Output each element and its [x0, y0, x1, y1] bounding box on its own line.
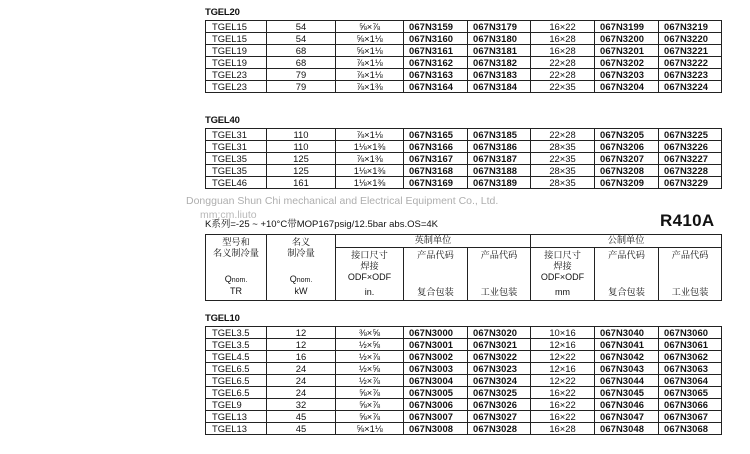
- cell-code-combo-imperial: 067N3161: [404, 45, 468, 57]
- cell-capacity-kw: 161: [267, 177, 336, 189]
- cell-code-combo-metric: 067N3045: [595, 387, 659, 399]
- condition-text: K系列=-25 ~ +10°C带MOP167psig/12.5bar abs.OS=4K: [205, 219, 438, 230]
- cell-code-industrial-metric: 067N3064: [659, 375, 722, 387]
- cell-code-combo-metric: 067N3207: [595, 153, 659, 165]
- cell-code-combo-metric: 067N3209: [595, 177, 659, 189]
- table-row: [206, 81, 722, 93]
- cell-capacity-kw: 24: [267, 387, 336, 399]
- table-tgel40: [205, 128, 722, 189]
- cell-capacity-kw: 68: [267, 45, 336, 57]
- cell-code-industrial-imperial: 067N3028: [468, 423, 531, 435]
- cell-connection-in: 1⅛×1⅜: [336, 177, 404, 189]
- cell-code-industrial-metric: 067N3224: [659, 81, 722, 93]
- cell-code-combo-imperial: 067N3167: [404, 153, 468, 165]
- cell-code-industrial-metric: 067N3229: [659, 177, 722, 189]
- cell-capacity-kw: 110: [267, 129, 336, 141]
- cell-connection-in: ⅝×⅞: [336, 387, 404, 399]
- cell-capacity-kw: 32: [267, 399, 336, 411]
- cell-model: TGEL13: [206, 423, 267, 435]
- cell-model: TGEL3.5: [206, 339, 267, 351]
- cell-code-industrial-imperial: 067N3186: [468, 141, 531, 153]
- cell-connection-mm: 10×16: [531, 327, 595, 339]
- table-row: [206, 375, 722, 387]
- cell-model: TGEL6.5: [206, 387, 267, 399]
- cell-code-combo-metric: 067N3043: [595, 363, 659, 375]
- header-code-combo-metric: 产品代码 复合包装: [595, 248, 659, 301]
- cell-code-industrial-imperial: 067N3181: [468, 45, 531, 57]
- section-title-tgel20: TGEL20: [205, 7, 240, 18]
- cell-code-industrial-imperial: 067N3020: [468, 327, 531, 339]
- cell-code-combo-imperial: 067N3165: [404, 129, 468, 141]
- header-code-combo-imperial: 产品代码 复合包装: [404, 248, 468, 301]
- cell-model: TGEL19: [206, 57, 267, 69]
- cell-connection-mm: 16×28: [531, 33, 595, 45]
- cell-code-combo-metric: 067N3042: [595, 351, 659, 363]
- cell-code-industrial-metric: 067N3063: [659, 363, 722, 375]
- cell-code-industrial-imperial: 067N3025: [468, 387, 531, 399]
- table-row: [206, 399, 722, 411]
- cell-code-combo-metric: 067N3202: [595, 57, 659, 69]
- cell-connection-in: ⅞×1⅛: [336, 129, 404, 141]
- cell-model: TGEL3.5: [206, 327, 267, 339]
- cell-code-combo-imperial: 067N3162: [404, 57, 468, 69]
- header-connection-imperial: 接口尺寸 焊接 ODF×ODF in.: [336, 248, 404, 301]
- cell-code-combo-metric: 067N3044: [595, 375, 659, 387]
- cell-connection-mm: 16×22: [531, 21, 595, 33]
- cell-code-industrial-imperial: 067N3189: [468, 177, 531, 189]
- table-row: [206, 57, 722, 69]
- cell-code-industrial-metric: 067N3068: [659, 423, 722, 435]
- table-row: [206, 423, 722, 435]
- cell-connection-in: ½×⅞: [336, 351, 404, 363]
- table-row: [206, 165, 722, 177]
- cell-connection-in: ⅝×⅞: [336, 21, 404, 33]
- cell-model: TGEL31: [206, 141, 267, 153]
- cell-code-combo-metric: 067N3047: [595, 411, 659, 423]
- table-row: [206, 363, 722, 375]
- table-row: [206, 153, 722, 165]
- cell-code-industrial-imperial: 067N3184: [468, 81, 531, 93]
- cell-code-combo-imperial: 067N3000: [404, 327, 468, 339]
- cell-code-combo-metric: 067N3208: [595, 165, 659, 177]
- cell-code-industrial-metric: 067N3225: [659, 129, 722, 141]
- cell-code-industrial-metric: 067N3066: [659, 399, 722, 411]
- cell-model: TGEL13: [206, 411, 267, 423]
- cell-capacity-kw: 79: [267, 81, 336, 93]
- cell-model: TGEL6.5: [206, 363, 267, 375]
- cell-connection-mm: 12×22: [531, 351, 595, 363]
- cell-capacity-kw: 68: [267, 57, 336, 69]
- section-title-tgel40: TGEL40: [205, 115, 240, 126]
- cell-connection-in: ⅞×1⅛: [336, 57, 404, 69]
- header-imperial: 英制单位: [336, 235, 531, 248]
- cell-connection-in: ½×⅞: [336, 375, 404, 387]
- cell-connection-in: ½×⅝: [336, 339, 404, 351]
- cell-code-industrial-metric: 067N3061: [659, 339, 722, 351]
- watermark: Dongguan Shun Chi mechanical and Electrical Equipment Co., Ltd.: [186, 195, 499, 207]
- cell-code-industrial-metric: 067N3227: [659, 153, 722, 165]
- table-tgel10: [205, 326, 722, 435]
- cell-code-industrial-imperial: 067N3188: [468, 165, 531, 177]
- cell-code-combo-imperial: 067N3160: [404, 33, 468, 45]
- cell-code-industrial-imperial: 067N3024: [468, 375, 531, 387]
- cell-connection-mm: 16×22: [531, 399, 595, 411]
- cell-code-combo-imperial: 067N3002: [404, 351, 468, 363]
- cell-model: TGEL23: [206, 69, 267, 81]
- cell-connection-in: ⅝×⅞: [336, 411, 404, 423]
- section-title-tgel10: TGEL10: [205, 313, 240, 324]
- cell-connection-mm: 22×35: [531, 153, 595, 165]
- cell-code-combo-imperial: 067N3168: [404, 165, 468, 177]
- cell-capacity-kw: 12: [267, 327, 336, 339]
- cell-code-combo-imperial: 067N3006: [404, 399, 468, 411]
- cell-connection-in: 1⅛×1⅜: [336, 165, 404, 177]
- cell-capacity-kw: 16: [267, 351, 336, 363]
- cell-code-combo-metric: 067N3200: [595, 33, 659, 45]
- table-row: [206, 129, 722, 141]
- cell-model: TGEL35: [206, 165, 267, 177]
- cell-model: TGEL31: [206, 129, 267, 141]
- cell-capacity-kw: 54: [267, 33, 336, 45]
- table-row: [206, 21, 722, 33]
- table-row: [206, 411, 722, 423]
- cell-code-industrial-metric: 067N3222: [659, 57, 722, 69]
- column-header-table: [205, 234, 722, 301]
- cell-model: TGEL19: [206, 45, 267, 57]
- cell-code-industrial-imperial: 067N3027: [468, 411, 531, 423]
- cell-connection-mm: 12×16: [531, 363, 595, 375]
- cell-code-industrial-metric: 067N3219: [659, 21, 722, 33]
- cell-model: TGEL46: [206, 177, 267, 189]
- cell-connection-in: 1⅛×1⅜: [336, 141, 404, 153]
- cell-model: TGEL6.5: [206, 375, 267, 387]
- cell-connection-in: ⅝×1⅛: [336, 33, 404, 45]
- cell-code-combo-imperial: 067N3003: [404, 363, 468, 375]
- cell-capacity-kw: 79: [267, 69, 336, 81]
- cell-code-combo-imperial: 067N3005: [404, 387, 468, 399]
- cell-code-combo-imperial: 067N3004: [404, 375, 468, 387]
- refrigerant-label: R410A: [660, 211, 715, 230]
- cell-connection-mm: 28×35: [531, 141, 595, 153]
- cell-code-combo-metric: 067N3040: [595, 327, 659, 339]
- cell-connection-mm: 12×22: [531, 375, 595, 387]
- cell-connection-in: ⅝×⅞: [336, 399, 404, 411]
- cell-connection-mm: 22×28: [531, 69, 595, 81]
- cell-code-combo-imperial: 067N3007: [404, 411, 468, 423]
- cell-code-industrial-imperial: 067N3023: [468, 363, 531, 375]
- cell-code-combo-metric: 067N3046: [595, 399, 659, 411]
- cell-connection-in: ½×⅝: [336, 363, 404, 375]
- cell-code-combo-metric: 067N3048: [595, 423, 659, 435]
- cell-code-industrial-metric: 067N3060: [659, 327, 722, 339]
- cell-code-combo-imperial: 067N3163: [404, 69, 468, 81]
- header-model: 型号和 名义制冷量 Qnom. TR: [206, 235, 267, 301]
- cell-model: TGEL9: [206, 399, 267, 411]
- cell-code-industrial-imperial: 067N3026: [468, 399, 531, 411]
- watermark-partial: mm:cm.liuto: [200, 209, 257, 221]
- cell-code-industrial-imperial: 067N3183: [468, 69, 531, 81]
- cell-model: TGEL15: [206, 21, 267, 33]
- cell-connection-in: ⅜×⅝: [336, 327, 404, 339]
- cell-connection-mm: 22×28: [531, 129, 595, 141]
- cell-code-combo-metric: 067N3199: [595, 21, 659, 33]
- cell-code-combo-metric: 067N3203: [595, 69, 659, 81]
- cell-code-industrial-metric: 067N3062: [659, 351, 722, 363]
- cell-capacity-kw: 110: [267, 141, 336, 153]
- cell-connection-in: ⅝×1⅛: [336, 423, 404, 435]
- cell-capacity-kw: 12: [267, 339, 336, 351]
- cell-code-industrial-imperial: 067N3180: [468, 33, 531, 45]
- cell-capacity-kw: 24: [267, 363, 336, 375]
- header-code-industrial-metric: 产品代码 工业包装: [659, 248, 722, 301]
- cell-capacity-kw: 24: [267, 375, 336, 387]
- cell-connection-mm: 16×22: [531, 411, 595, 423]
- cell-model: TGEL15: [206, 33, 267, 45]
- cell-code-industrial-metric: 067N3067: [659, 411, 722, 423]
- header-metric: 公制单位: [531, 235, 722, 248]
- table-row: [206, 45, 722, 57]
- cell-code-combo-metric: 067N3205: [595, 129, 659, 141]
- cell-code-combo-metric: 067N3201: [595, 45, 659, 57]
- cell-connection-in: ⅞×1⅜: [336, 81, 404, 93]
- cell-code-industrial-imperial: 067N3182: [468, 57, 531, 69]
- cell-code-combo-imperial: 067N3164: [404, 81, 468, 93]
- cell-model: TGEL35: [206, 153, 267, 165]
- header-connection-metric: 接口尺寸 焊接 ODF×ODF mm: [531, 248, 595, 301]
- table-row: [206, 141, 722, 153]
- cell-connection-mm: 28×35: [531, 165, 595, 177]
- cell-code-combo-imperial: 067N3001: [404, 339, 468, 351]
- cell-code-industrial-imperial: 067N3179: [468, 21, 531, 33]
- cell-code-combo-imperial: 067N3169: [404, 177, 468, 189]
- table-row: [206, 327, 722, 339]
- cell-connection-in: ⅞×1⅛: [336, 69, 404, 81]
- cell-connection-in: ⅞×1⅜: [336, 153, 404, 165]
- table-row: [206, 339, 722, 351]
- cell-code-combo-metric: 067N3206: [595, 141, 659, 153]
- cell-code-combo-imperial: 067N3166: [404, 141, 468, 153]
- cell-connection-mm: 16×28: [531, 423, 595, 435]
- cell-connection-mm: 22×28: [531, 57, 595, 69]
- cell-code-industrial-metric: 067N3226: [659, 141, 722, 153]
- table-tgel20: [205, 20, 722, 93]
- cell-code-industrial-metric: 067N3065: [659, 387, 722, 399]
- cell-connection-mm: 22×35: [531, 81, 595, 93]
- cell-code-industrial-metric: 067N3223: [659, 69, 722, 81]
- cell-capacity-kw: 54: [267, 21, 336, 33]
- header-code-industrial-imperial: 产品代码 工业包装: [468, 248, 531, 301]
- table-row: [206, 33, 722, 45]
- cell-model: TGEL23: [206, 81, 267, 93]
- cell-model: TGEL4.5: [206, 351, 267, 363]
- cell-code-industrial-metric: 067N3228: [659, 165, 722, 177]
- cell-code-combo-imperial: 067N3159: [404, 21, 468, 33]
- cell-connection-mm: 16×22: [531, 387, 595, 399]
- cell-connection-in: ⅝×1⅛: [336, 45, 404, 57]
- cell-connection-mm: 16×28: [531, 45, 595, 57]
- cell-capacity-kw: 45: [267, 411, 336, 423]
- table-row: [206, 69, 722, 81]
- cell-code-combo-metric: 067N3204: [595, 81, 659, 93]
- cell-capacity-kw: 125: [267, 165, 336, 177]
- table-row: [206, 177, 722, 189]
- cell-code-industrial-imperial: 067N3021: [468, 339, 531, 351]
- cell-connection-mm: 12×16: [531, 339, 595, 351]
- table-row: [206, 351, 722, 363]
- cell-code-industrial-imperial: 067N3185: [468, 129, 531, 141]
- cell-code-industrial-metric: 067N3221: [659, 45, 722, 57]
- cell-capacity-kw: 45: [267, 423, 336, 435]
- cell-code-industrial-metric: 067N3220: [659, 33, 722, 45]
- cell-capacity-kw: 125: [267, 153, 336, 165]
- cell-code-combo-imperial: 067N3008: [404, 423, 468, 435]
- cell-code-combo-metric: 067N3041: [595, 339, 659, 351]
- cell-connection-mm: 28×35: [531, 177, 595, 189]
- header-capacity: 名义 制冷量 Qnom. kW: [267, 235, 336, 301]
- cell-code-industrial-imperial: 067N3187: [468, 153, 531, 165]
- cell-code-industrial-imperial: 067N3022: [468, 351, 531, 363]
- table-row: [206, 387, 722, 399]
